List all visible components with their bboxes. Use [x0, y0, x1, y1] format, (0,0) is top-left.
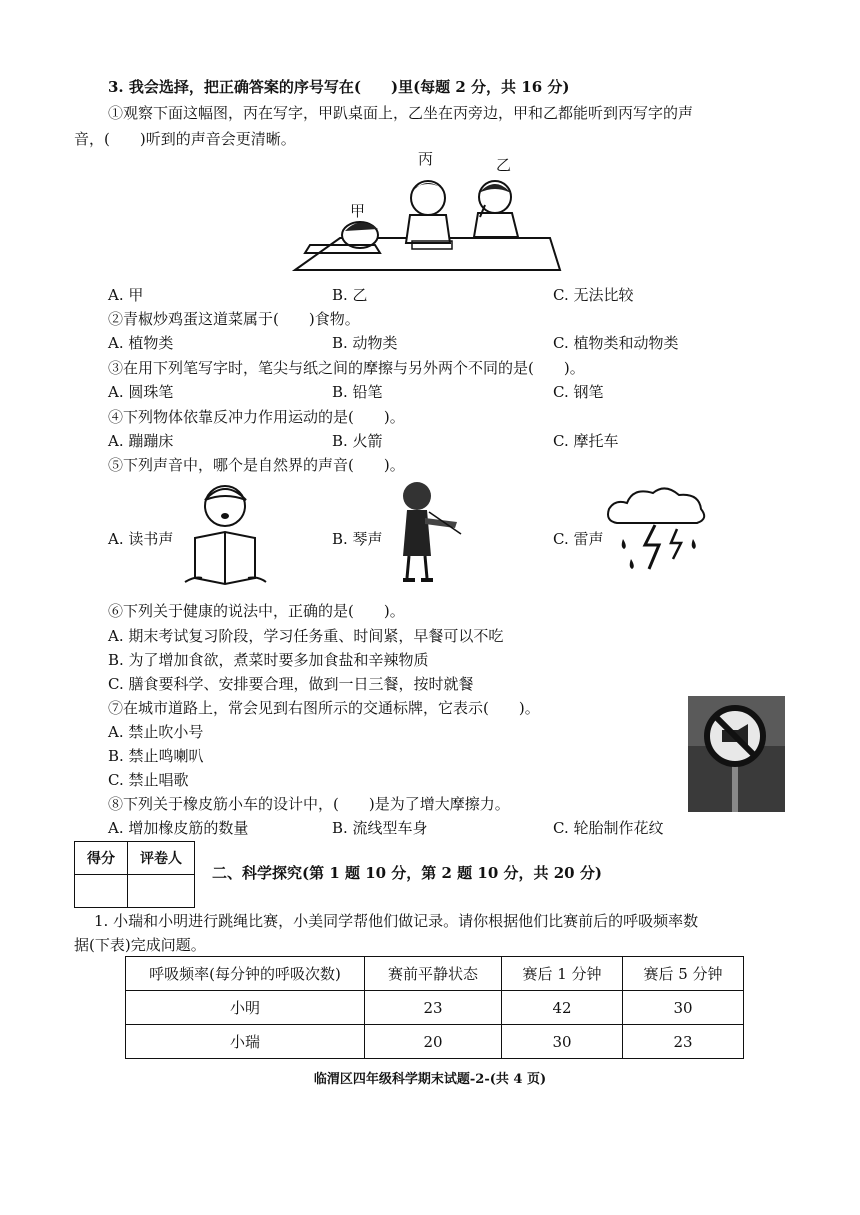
q5-option-c: C. 雷声 — [553, 530, 604, 548]
q6-option-c: C. 膳食要科学、安排要合理，做到一日三餐，按时就餐 — [108, 675, 474, 693]
q4-option-c: C. 摩托车 — [553, 432, 619, 450]
q1-option-a: A. 甲 — [108, 286, 144, 304]
table-header: 赛前平静状态 — [365, 957, 502, 991]
grader-label: 评卷人 — [128, 842, 195, 875]
table-header: 赛后 5 分钟 — [623, 957, 744, 991]
q4-option-b: B. 火箭 — [332, 432, 383, 450]
thunderstorm-illustration — [605, 485, 710, 585]
q8-option-b: B. 流线型车身 — [332, 819, 428, 837]
q3-option-a: A. 圆珠笔 — [108, 383, 174, 401]
q7-option-a: A. 禁止吹小号 — [108, 723, 204, 741]
table-header-row — [126, 957, 744, 991]
score-label: 得分 — [75, 842, 128, 875]
table-row — [126, 991, 744, 1025]
score-cell[interactable] — [75, 875, 128, 908]
q4-option-a: A. 蹦蹦床 — [108, 432, 174, 450]
breathing-rate-table — [125, 956, 744, 1059]
table-cell: 30 — [623, 991, 744, 1025]
label-yi: 乙 — [496, 156, 512, 174]
reading-boy-illustration — [180, 478, 270, 588]
q7-option-b: B. 禁止鸣喇叭 — [108, 747, 204, 765]
q1-option-c: C. 无法比较 — [553, 286, 634, 304]
q2-option-c: C. 植物类和动物类 — [553, 334, 679, 352]
label-bing: 丙 — [418, 150, 434, 168]
p1-line1: 1. 小瑞和小明进行跳绳比赛，小美同学帮他们做记录。请你根据他们比赛前后的呼吸频率数 — [94, 912, 699, 930]
table-cell: 42 — [502, 991, 623, 1025]
table-cell: 小瑞 — [126, 1025, 365, 1059]
q4-text: ④下列物体依靠反冲力作用运动的是( )。 — [108, 408, 405, 426]
q7-text: ⑦在城市道路上，常会见到右图所示的交通标牌，它表示( )。 — [108, 699, 540, 717]
table-cell: 20 — [365, 1025, 502, 1059]
q1-line2: 音，( )听到的声音会更清晰。 — [74, 130, 296, 148]
page-footer: 临渭区四年级科学期末试题-2-(共 4 页) — [313, 1072, 547, 1087]
q1-option-b: B. 乙 — [332, 286, 368, 304]
q5-option-a: A. 读书声 — [108, 530, 174, 548]
table-header: 赛后 1 分钟 — [502, 957, 623, 991]
q7-option-c: C. 禁止唱歌 — [108, 771, 189, 789]
q6-text: ⑥下列关于健康的说法中，正确的是( )。 — [108, 602, 405, 620]
q8-text: ⑧下列关于橡皮筋小车的设计中，( )是为了增大摩擦力。 — [108, 795, 510, 813]
section2-title: 二、科学探究(第 1 题 10 分，第 2 题 10 分，共 20 分) — [212, 864, 602, 882]
p1-line2: 据(下表)完成问题。 — [74, 936, 206, 954]
q8-option-c: C. 轮胎制作花纹 — [553, 819, 664, 837]
violinist-illustration — [385, 478, 465, 590]
table-cell: 小明 — [126, 991, 365, 1025]
q8-option-a: A. 增加橡皮筋的数量 — [108, 819, 249, 837]
table-cell: 23 — [365, 991, 502, 1025]
q5-option-b: B. 琴声 — [332, 530, 383, 548]
q3-option-c: C. 钢笔 — [553, 383, 604, 401]
q6-option-b: B. 为了增加食欲，煮菜时要多加食盐和辛辣物质 — [108, 651, 429, 669]
q3-text: ③在用下列笔写字时，笔尖与纸之间的摩擦与另外两个不同的是( )。 — [108, 359, 585, 377]
q5-text: ⑤下列声音中，哪个是自然界的声音( )。 — [108, 456, 405, 474]
table-row — [126, 1025, 744, 1059]
students-desk-illustration — [290, 165, 565, 275]
q2-text: ②青椒炒鸡蛋这道菜属于( )食物。 — [108, 310, 360, 328]
table-header: 呼吸频率(每分钟的呼吸次数) — [126, 957, 365, 991]
section3-title: 3. 我会选择，把正确答案的序号写在( )里(每题 2 分，共 16 分) — [108, 78, 570, 96]
table-cell: 23 — [623, 1025, 744, 1059]
q3-option-b: B. 铅笔 — [332, 383, 383, 401]
label-jia: 甲 — [350, 202, 366, 220]
no-horn-sign-photo — [688, 696, 785, 812]
table-cell: 30 — [502, 1025, 623, 1059]
score-box — [74, 841, 195, 908]
q1-line1: ①观察下面这幅图，丙在写字，甲趴桌面上，乙坐在丙旁边，甲和乙都能听到丙写字的声 — [108, 104, 694, 122]
q2-option-b: B. 动物类 — [332, 334, 398, 352]
grader-cell[interactable] — [128, 875, 195, 908]
q2-option-a: A. 植物类 — [108, 334, 174, 352]
q6-option-a: A. 期末考试复习阶段，学习任务重、时间紧，早餐可以不吃 — [108, 627, 504, 645]
